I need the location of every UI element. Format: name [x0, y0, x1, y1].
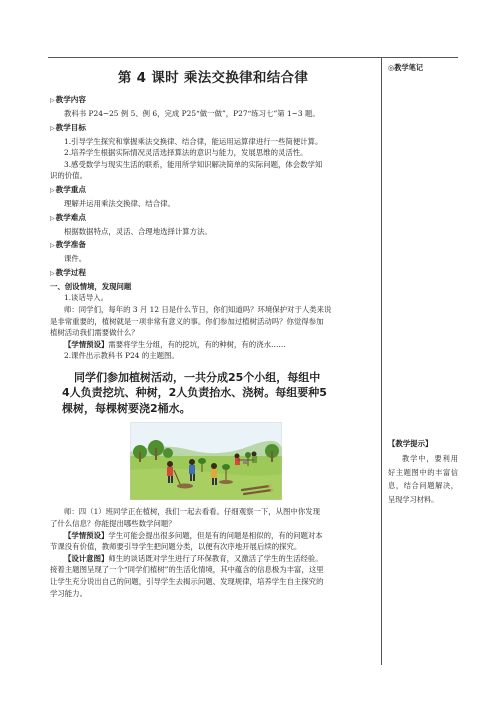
section-heading-key: ▷教学重点: [50, 184, 86, 194]
lesson-body: [50, 60, 376, 599]
dialogue-line: 师：同学们，每年的 3 月 12 日是什么节日，你们知道吗？环境保护对于人类来说: [64, 304, 332, 314]
goal-item-cont: 识的价值。: [50, 171, 87, 181]
goal-item: 3.感受数学与现实生活的联系，能用所学知识解决简单的实际问题，体会数学知: [64, 159, 323, 169]
preset-paragraph: 【学情预设】需要将学生分组，有的挖坑，有的种树，有的浇水……: [64, 339, 286, 349]
teaching-notes-heading: ◎教学笔记: [388, 63, 424, 72]
problem-text: 同学们参加植树活动，一共分成25个小组，每组中 4人负责挖坑、种树，2人负责抬水、浇树。每组要种5 棵树，每棵树要浇2桶水。: [62, 370, 327, 415]
dialogue-line: 师：四（1）班同学正在植树，我们一起去看看。仔细观察一下，从图中你发现: [64, 507, 320, 517]
prep-text: 课件。: [64, 254, 87, 264]
key-text: 理解并运用乘法交换律、结合律。: [64, 198, 175, 208]
triangle-icon: ▷: [50, 242, 55, 250]
design-line: 学习能力。: [50, 588, 87, 598]
preset-line: 节课没有价值，教师要引导学生把问题分类，以便有次序地开展后续的探究。: [50, 542, 302, 552]
content-text: 教科书 P24~25 例 5、例 6，完成 P25“做一做”，P27“练习七”第 1~3 题。: [64, 109, 320, 118]
triangle-icon: ▷: [50, 186, 55, 194]
goal-item: 2.培养学生根据实际情况灵活选择算法的意识与能力，发展思维的灵活性。: [64, 148, 308, 158]
dialogue-line: 植树活动我们需要做什么？: [50, 328, 139, 338]
triangle-icon: ▷: [50, 269, 55, 277]
dialogue-line: 了什么信息？你能提出哪些数学问题？: [50, 519, 176, 528]
part-heading: 一、创设情境，发现问题: [50, 281, 132, 291]
triangle-icon: ▷: [50, 214, 55, 222]
dialogue-line: 是非常重要的，植树就是一项非常有意义的事。你们参加过植树活动吗？你觉得参加: [50, 316, 324, 326]
teaching-tip-heading: 【教学提示】: [388, 439, 433, 448]
preset-paragraph: 【学情预设】学生可能会提出很多问题，但是有的问题是相似的，有的问题对本: [64, 530, 323, 540]
step-text: 1.谈话导入。: [64, 293, 109, 303]
design-paragraph: 【设计意图】师生的谈话既对学生进行了环保教育，又激活了学生的生活经验。: [64, 553, 323, 563]
step-text: 2.课件出示教科书 P24 的主题图。: [64, 351, 179, 361]
triangle-icon: ▷: [50, 124, 55, 132]
lesson-title: 第 4 课时 乘法交换律和结合律: [117, 70, 309, 86]
top-rule: [48, 57, 458, 58]
goal-item: 1.引导学生探究和掌握乘法交换律、结合律，能运用运算律进行一些简便计算。: [64, 136, 323, 146]
teaching-tip: [388, 438, 458, 506]
section-heading-process: ▷教学过程: [50, 267, 86, 277]
difficulty-text: 根据数据特点，灵活、合理地选择计算方法。: [64, 226, 212, 236]
section-heading-content: ▷教学内容: [50, 95, 86, 104]
tree-planting-illustration: [130, 422, 282, 500]
section-heading-goals: ▷教学目标: [50, 122, 86, 132]
margin-divider: [381, 57, 382, 665]
preset-tag: 【学情预设】: [64, 530, 109, 540]
preset-tag: 【学情预设】: [64, 339, 109, 349]
design-line: 让学生充分说出自己的问题，引导学生去揭示问题、发现规律，培养学生自主探究的: [50, 576, 324, 586]
triangle-icon: ▷: [50, 97, 55, 104]
design-tag: 【设计意图】: [64, 553, 109, 563]
section-heading-prep: ▷教学准备: [50, 240, 86, 250]
teaching-tip-body: 教学中，要利用好主题图中的丰富信息，结合问题解决，呈现学习材料。: [388, 454, 458, 504]
section-heading-difficulty: ▷教学难点: [50, 212, 86, 222]
design-line: 接着主题图呈现了一个“同学们植树”的生活化情境，其中蕴含的信息极为丰富，这里: [50, 565, 324, 575]
